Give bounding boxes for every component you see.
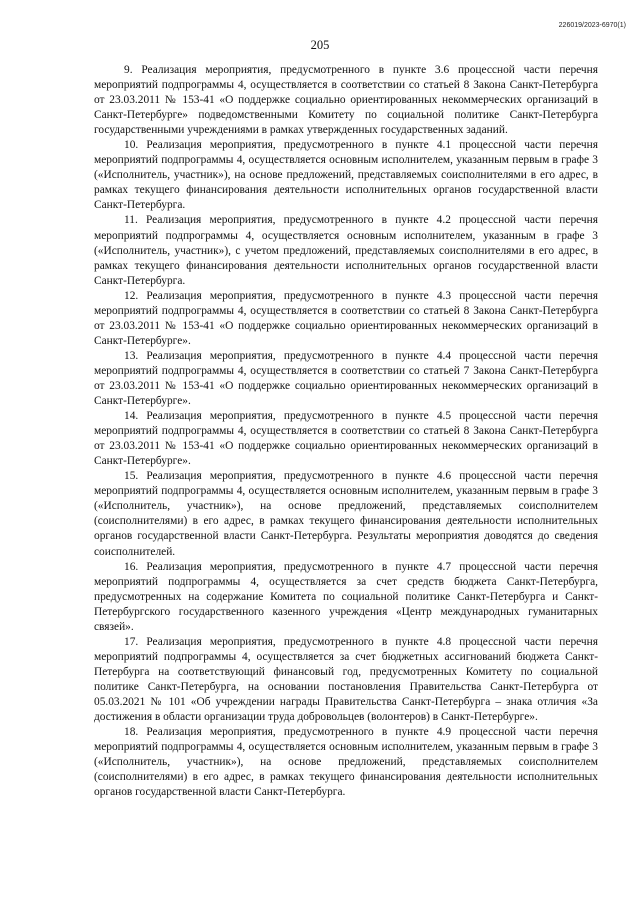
paragraph-17: 17. Реализация мероприятия, предусмотренного в пункте 4.8 процессной части перечня мероприятий подпрограммы 4, осуществляется за счет бюджетных ассигнований бюджета Санкт-Петербурга на соответствующий финансовый год, предусмотренных Комитету по социальной политике Санкт-Петербурга, на основании постановления Правительства Санкт-Петербурга от 05.03.2021 № 101 «Об учреждении награды Правительства Санкт-Петербурга – знака отличия «За достижения в области организации труда добровольцев (волонтеров) в Санкт-Петербурге». bbox=[94, 635, 598, 724]
paragraph-15: 15. Реализация мероприятия, предусмотренного в пункте 4.6 процессной части перечня мероприятий подпрограммы 4, осуществляется основным исполнителем, указанным первым в графе 3 («Исполнитель, участник»), на основе предложений, представляемых соисполнителем (соисполнителями) в его адрес, в рамках текущего финансирования деятельности исполнительных органов государственной власти Санкт-Петербурга. Результаты мероприятия доводятся до сведения соисполнителей. bbox=[94, 470, 598, 558]
paragraph-11: 11. Реализация мероприятия, предусмотренного в пункте 4.2 процессной части перечня мероприятий подпрограммы 4, осуществляется основным исполнителем, указанным в графе 3 («Исполнитель, участник»), с учетом предложений, представляемых соисполнителями в его адрес, в рамках текущего финансирования деятельности исполнительных органов государственной власти Санкт-Петербурга. bbox=[94, 214, 598, 287]
paragraph-13: 13. Реализация мероприятия, предусмотренного в пункте 4.4 процессной части перечня мероприятий подпрограммы 4, осуществляется в соответствии со статьей 7 Закона Санкт-Петербурга от 23.03.2011 № 153-41 «О поддержке социально ориентированных некоммерческих организаций в Санкт-Петербурге». bbox=[94, 349, 598, 408]
document-body bbox=[94, 63, 598, 800]
paragraph-14: 14. Реализация мероприятия, предусмотренного в пункте 4.5 процессной части перечня мероприятий подпрограммы 4, осуществляется в соответствии со статьей 8 Закона Санкт-Петербурга от 23.03.2011 № 153-41 «О поддержке социально ориентированных некоммерческих организаций в Санкт-Петербурге». bbox=[94, 410, 598, 468]
paragraph-12: 12. Реализация мероприятия, предусмотренного в пункте 4.3 процессной части перечня мероприятий подпрограммы 4, осуществляется в соответствии со статьей 8 Закона Санкт-Петербурга от 23.03.2011 № 153-41 «О поддержке социально ориентированных некоммерческих организаций в Санкт-Петербурге». bbox=[94, 289, 598, 347]
page-number: 205 bbox=[310, 38, 330, 52]
paragraph-16: 16. Реализация мероприятия, предусмотренного в пункте 4.7 процессной части перечня мероприятий подпрограммы 4, осуществляется за счет средств бюджета Санкт-Петербурга, предусмотренных на содержание Комитета по социальной политике Санкт-Петербурга и Санкт-Петербургского государственного казенного учреждения «Центр международных гуманитарных связей». bbox=[94, 560, 598, 633]
paragraph-9: 9. Реализация мероприятия, предусмотренного в пункте 3.6 процессной части перечня мероприятий подпрограммы 4, осуществляется в соответствии со статьей 8 Закона Санкт-Петербурга от 23.03.2011 № 153-41 «О поддержке социально ориентированных некоммерческих организаций в Санкт-Петербурге» подведомственными Комитету по социальной политике Санкт-Петербурга государственными учреждениями в рамках утвержденных государственных заданий. bbox=[94, 64, 598, 137]
document-registration-number: 226019/2023-6970(1) bbox=[558, 22, 626, 29]
paragraph-18: 18. Реализация мероприятия, предусмотренного в пункте 4.9 процессной части перечня мероприятий подпрограммы 4, осуществляется основным исполнителем, указанным первым в графе 3 («Исполнитель, участник»), на основе предложений, представляемых соисполнителем (соисполнителями) в его адрес, в рамках текущего финансирования деятельности исполнительных органов государственной власти Санкт-Петербурга. bbox=[94, 726, 598, 799]
paragraph-10: 10. Реализация мероприятия, предусмотренного в пункте 4.1 процессной части перечня мероприятий подпрограммы 4, осуществляется основным исполнителем, указанным первым в графе 3 («Исполнитель, участник»), на основе предложений, представляемых соисполнителями в его адрес, в рамках текущего финансирования деятельности исполнительных органов государственной власти Санкт-Петербурга. bbox=[94, 139, 598, 212]
